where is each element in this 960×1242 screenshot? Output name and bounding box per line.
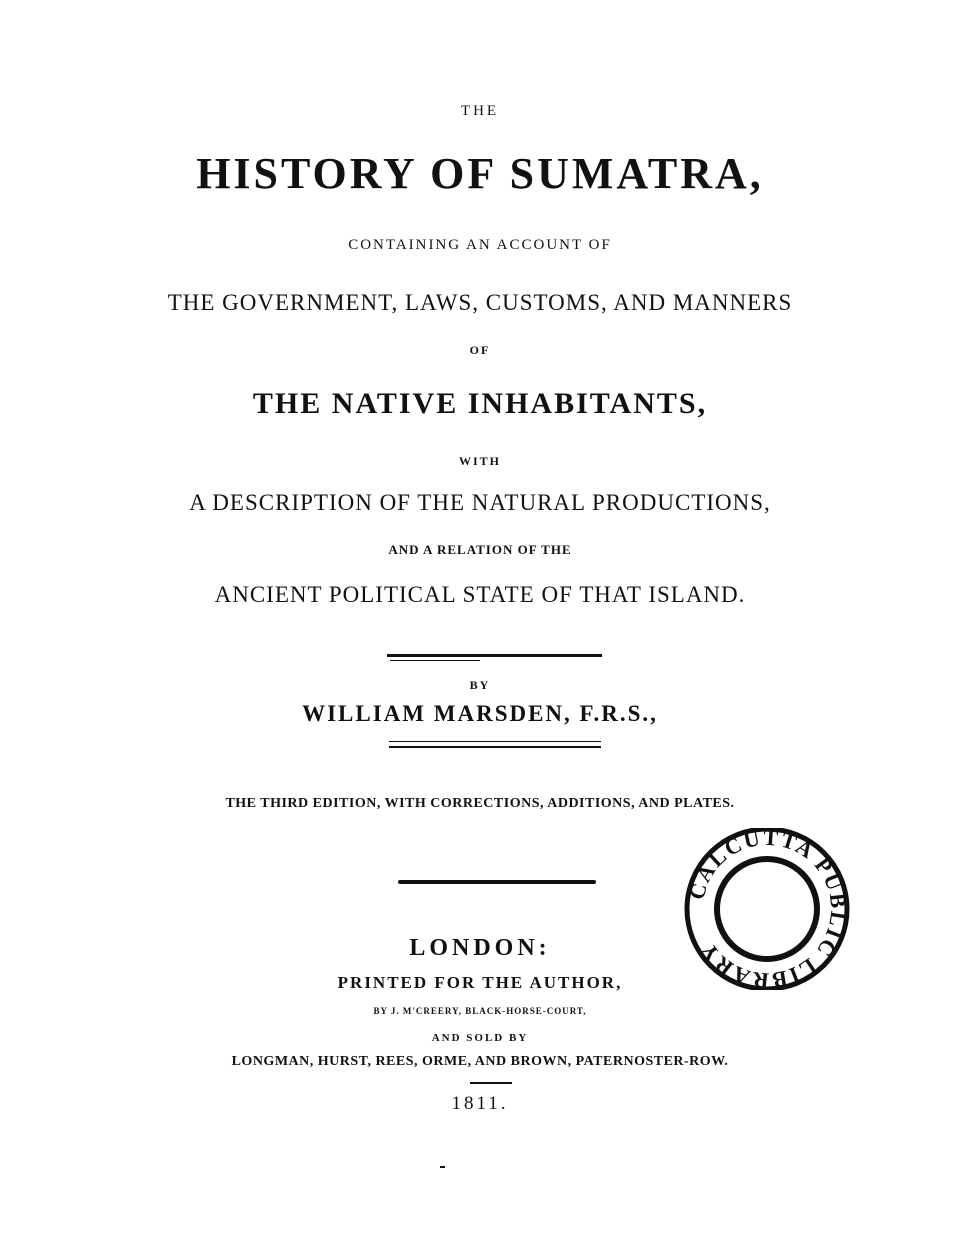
rule-below-author: [389, 746, 601, 748]
title-article: THE: [460, 103, 500, 119]
printed-for-line: PRINTED FOR THE AUTHOR,: [337, 973, 623, 992]
rule-below-author-thin: [389, 741, 601, 742]
rule-above-year: [470, 1082, 512, 1084]
author-name: WILLIAM MARSDEN, F.R.S.,: [302, 701, 658, 726]
main-title: HISTORY OF SUMATRA,: [196, 149, 764, 198]
ancient-state-line: ANCIENT POLITICAL STATE OF THAT ISLAND.: [214, 582, 746, 607]
publication-year: 1811.: [451, 1093, 509, 1114]
imprint-city: LONDON:: [409, 935, 551, 961]
stamp-text: CALCUTTA PUBLIC LIBRARY: [683, 828, 852, 990]
library-stamp: [672, 828, 862, 990]
description-line: A DESCRIPTION OF THE NATURAL PRODUCTIONS,: [189, 490, 771, 515]
booksellers-line: LONGMAN, HURST, REES, ORME, AND BROWN, PATERNOSTER-ROW.: [231, 1054, 729, 1069]
by-line: BY: [469, 678, 491, 692]
rule-above-author: [387, 654, 602, 657]
native-inhabitants-line: THE NATIVE INHABITANTS,: [252, 387, 708, 420]
of-line: OF: [469, 343, 491, 357]
sold-by-line: AND SOLD BY: [431, 1032, 529, 1044]
relation-line: AND A RELATION OF THE: [388, 542, 572, 557]
edition-line: THE THIRD EDITION, WITH CORRECTIONS, ADDITIONS, AND PLATES.: [225, 796, 735, 811]
with-line: WITH: [458, 454, 501, 468]
stamp-inner-ring: [717, 859, 817, 959]
containing-line: CONTAINING AN ACCOUNT OF: [348, 237, 612, 253]
government-line: THE GOVERNMENT, LAWS, CUSTOMS, AND MANNERS: [167, 290, 793, 315]
decorative-rule: [398, 880, 596, 884]
ink-speck: [440, 1166, 445, 1168]
printer-line: BY J. M'CREERY, BLACK-HORSE-COURT,: [373, 1006, 587, 1016]
rule-above-author-thin: [390, 660, 480, 661]
